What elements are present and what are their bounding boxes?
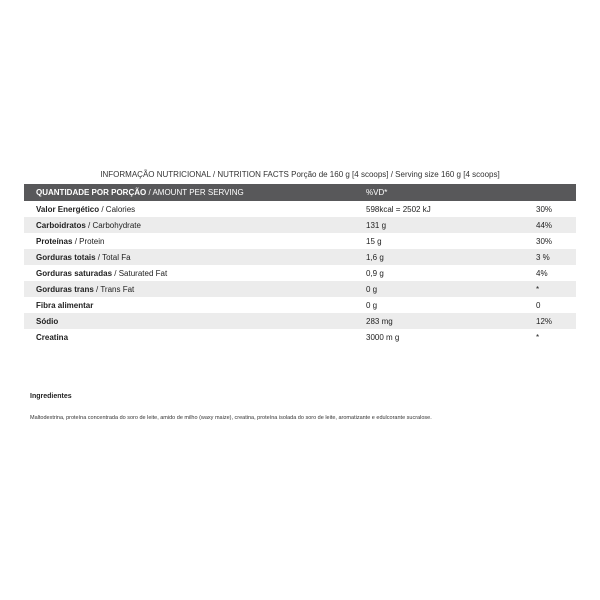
row-name-pt: Proteínas [36, 236, 73, 246]
row-name-pt: Fibra alimentar [36, 300, 94, 310]
header-vd: %VD* [366, 188, 388, 197]
table-row [24, 201, 576, 217]
table-row [24, 217, 576, 233]
row-name-en: / Protein [72, 236, 105, 246]
table-row [24, 297, 576, 313]
row-name-pt: Gorduras totais [36, 252, 96, 262]
row-name [24, 221, 358, 230]
header-amount-label-pt: QUANTIDADE POR PORÇÃO [36, 188, 147, 197]
table-caption: INFORMAÇÃO NUTRICIONAL / NUTRITION FACTS Porção de 160 g [4 scoops] / Serving size 160 g [4 scoops] [100, 170, 500, 179]
row-vd: 0 [536, 300, 541, 310]
row-vd: 30% [536, 236, 553, 246]
row-amount: 15 g [366, 236, 382, 246]
table-header-row [24, 184, 576, 201]
row-vd: 44% [536, 220, 553, 230]
row-amount: 283 mg [366, 316, 393, 326]
row-name-pt: Gorduras trans [36, 284, 94, 294]
row-name-pt: Creatina [36, 332, 69, 342]
header-amount-per-serving [24, 188, 358, 197]
row-amount: 3000 m g [366, 332, 400, 342]
table-row [24, 233, 576, 249]
row-name [24, 333, 358, 342]
row-name [24, 269, 358, 278]
row-name [24, 205, 358, 214]
ingredients-text: Maltodextrina, proteína concentrada do soro de leite, amido de milho (waxy maize), creatina, proteína isolada do soro de leite, aromatizante e edulcorante sucralose. [30, 415, 432, 421]
row-name-pt: Valor Energético [36, 204, 100, 214]
row-name-pt: Carboidratos [36, 220, 86, 230]
row-amount: 598kcal = 2502 kJ [366, 204, 431, 214]
table-row [24, 329, 576, 345]
row-vd: 30% [536, 204, 553, 214]
row-name [24, 237, 358, 246]
row-name-en: / Saturated Fat [112, 268, 168, 278]
row-name-pt: Gorduras saturadas [36, 268, 113, 278]
row-name [24, 253, 358, 262]
nutrition-table [24, 184, 576, 345]
row-amount: 0 g [366, 300, 378, 310]
row-vd: * [536, 332, 540, 342]
row-name [24, 301, 358, 310]
row-amount: 0,9 g [366, 268, 384, 278]
row-name-en: / Carbohydrate [85, 220, 141, 230]
row-name-en: / Total Fa [95, 252, 131, 262]
row-name [24, 285, 358, 294]
row-vd: 3 % [536, 252, 550, 262]
table-row [24, 281, 576, 297]
row-vd: * [536, 284, 540, 294]
table-row [24, 249, 576, 265]
row-name [24, 317, 358, 326]
row-name-en: / Calories [99, 204, 136, 214]
ingredients-title: Ingredientes [30, 393, 72, 400]
row-amount: 131 g [366, 220, 387, 230]
row-amount: 1,6 g [366, 252, 384, 262]
row-amount: 0 g [366, 284, 378, 294]
row-vd: 12% [536, 316, 553, 326]
table-row [24, 313, 576, 329]
table-row [24, 265, 576, 281]
row-name-en: / Trans Fat [93, 284, 135, 294]
row-name-pt: Sódio [36, 316, 59, 326]
row-vd: 4% [536, 268, 548, 278]
header-amount-label-en: / AMOUNT PER SERVING [146, 188, 244, 197]
